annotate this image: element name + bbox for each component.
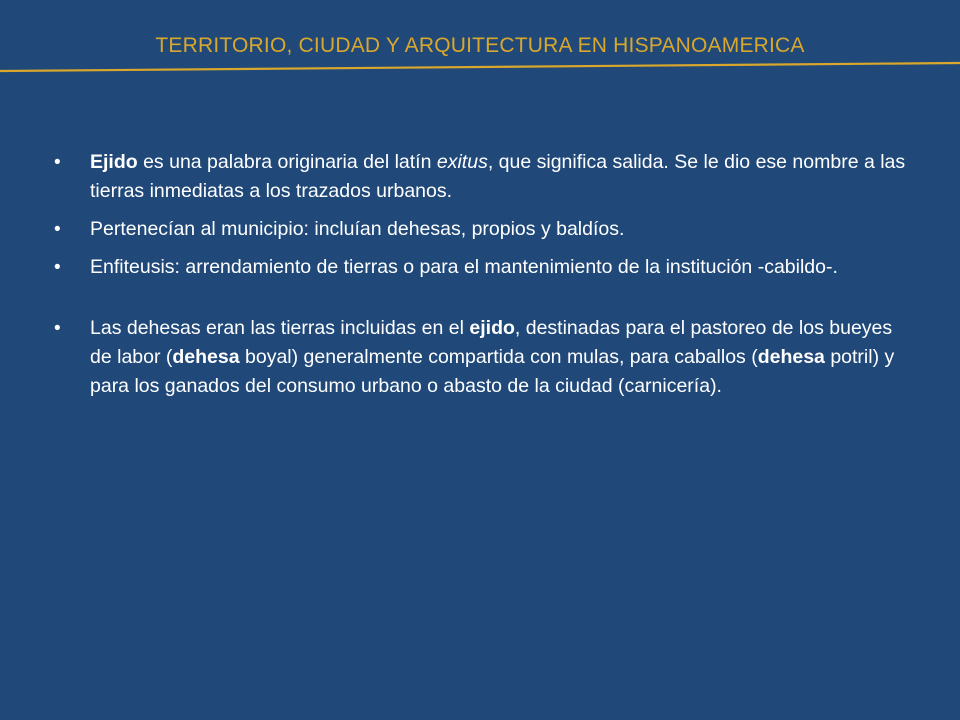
- bullet-marker: •: [54, 257, 61, 278]
- bullet-text: [90, 317, 894, 397]
- bullet-ejido-definition: [48, 148, 908, 206]
- bullet-marker: •: [54, 219, 61, 240]
- bullet-text: [90, 218, 624, 240]
- bullet-text-part: Ejido: [90, 151, 138, 173]
- bullet-text: [90, 256, 838, 278]
- bullet-text-part: ejido: [469, 317, 515, 339]
- bullet-text-part: dehesa: [757, 346, 825, 368]
- bullet-text-part: exitus: [436, 151, 488, 173]
- bullet-text-part: Pertenecían al municipio: incluían dehesas, propios y baldíos.: [90, 218, 625, 240]
- bullet-marker: •: [54, 318, 61, 339]
- title-underline-stroke: [0, 63, 960, 71]
- bullet-text-part: dehesa: [172, 346, 240, 368]
- bullet-municipio: [48, 215, 908, 244]
- bullet-marker: •: [54, 152, 61, 173]
- bullet-text-part: Enfiteusis: arrendamiento de tierras o para el mantenimiento de la institución -cabildo-.: [90, 256, 838, 278]
- bullet-text-part: boyal) generalmente compartida con mulas, para caballos (: [239, 346, 758, 368]
- bullet-text-part: potril) y para los ganados del consumo urbano o abasto de la ciudad (carnicería).: [90, 346, 895, 397]
- bullet-list: [48, 148, 908, 410]
- bullet-dehesas: [48, 314, 908, 401]
- bullet-text-part: Las dehesas eran las tierras incluidas en el: [90, 317, 470, 339]
- bullet-enfiteusis: [48, 253, 908, 282]
- bullet-text-part: , que significa salida. Se le dio ese nombre a las tierras inmediatas a los trazados urbanos.: [90, 151, 906, 202]
- slide-title: TERRITORIO, CIUDAD Y ARQUITECTURA EN HISPANOAMERICA: [155, 34, 805, 57]
- bullet-text-part: es una palabra originaria del latín: [137, 151, 437, 173]
- bullet-text-part: , destinadas para el pastoreo de los bueyes de labor (: [90, 317, 893, 368]
- title-underline: [0, 60, 960, 76]
- bullet-text: [90, 151, 905, 202]
